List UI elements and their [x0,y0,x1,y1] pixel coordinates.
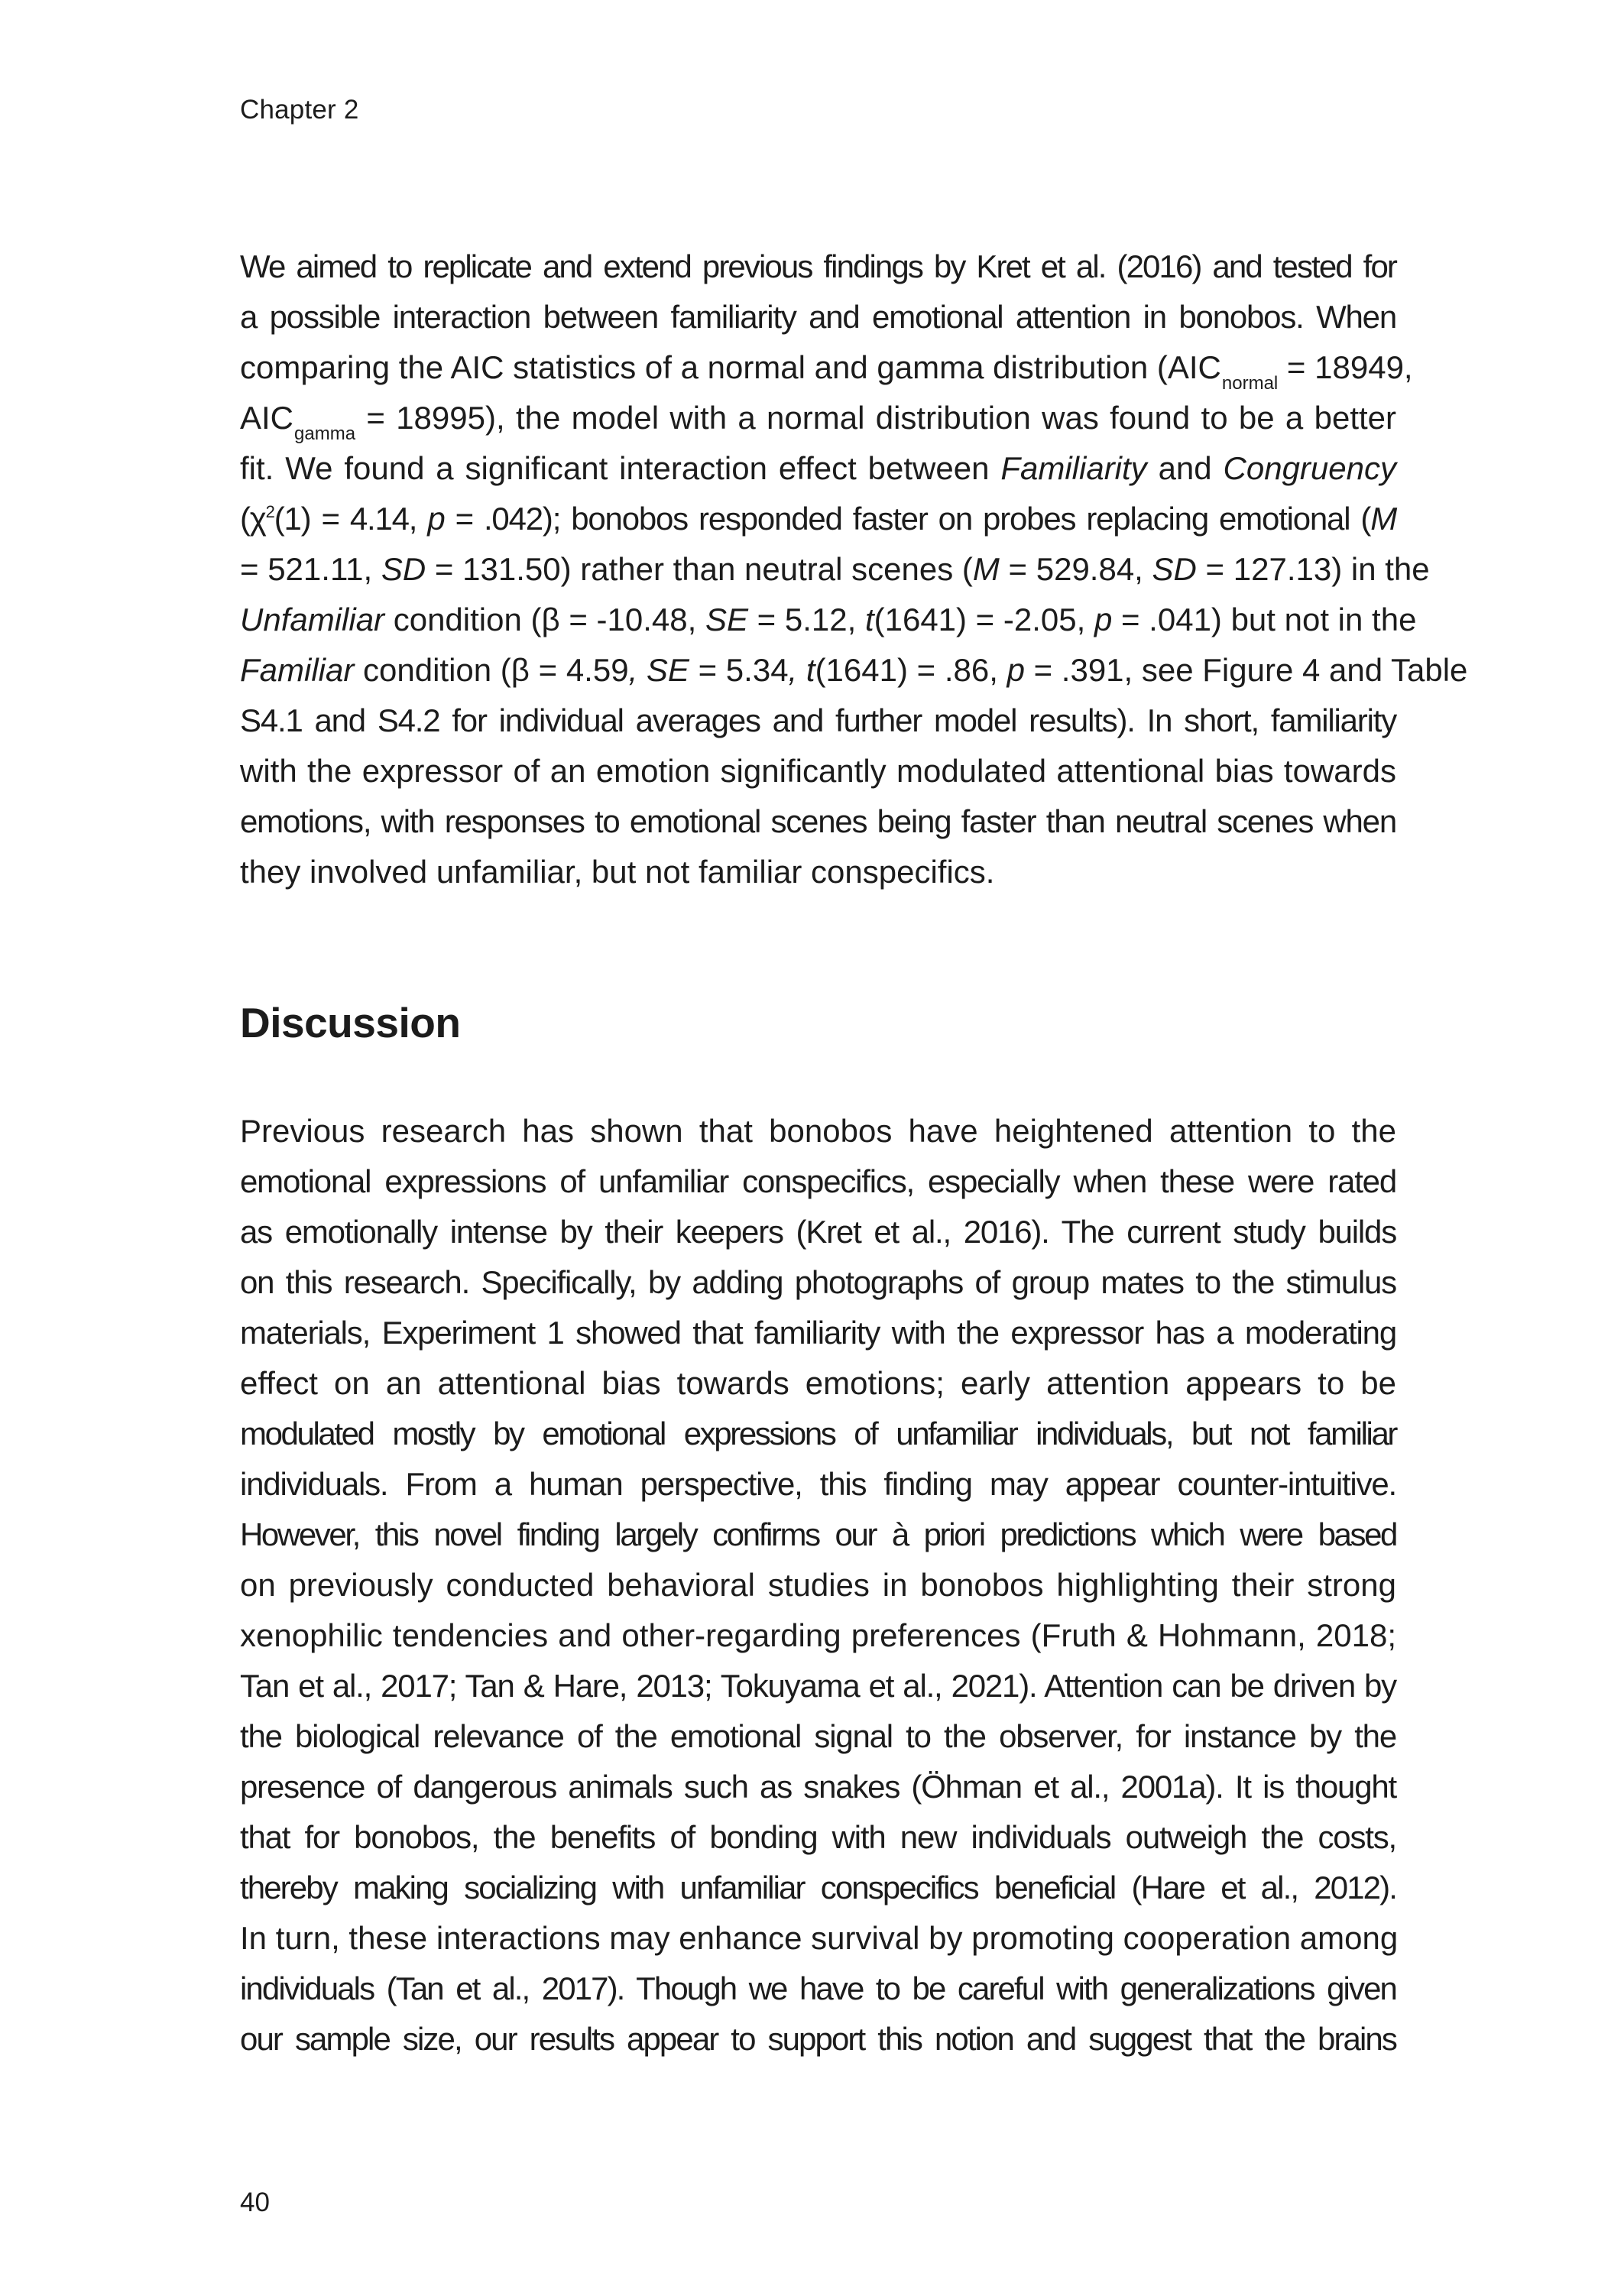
text-line: as emotionally intense by their keepers (Kret et al., 2016). The current study builds [240,1214,1396,1250]
text-line: with the expressor of an emotion significantly modulated attentional bias towards [240,753,1396,789]
text-line: $AIC_{gamma} = 18995$), the model with a normal distribution was found to be a better [240,400,1396,444]
text-line: on this research. Specifically, by adding photographs of group mates to the stimulus [240,1264,1396,1300]
subscript: normal [1221,373,1279,394]
text-line: effect on an attentional bias towards emotions; early attention appears to be [240,1365,1396,1401]
running-head: Chapter 2 [240,95,359,125]
text-line: We aimed to replicate and extend previous findings by Kret et al. (2016) and tested for [240,248,1396,284]
text-line: presence of dangerous animals such as snakes (Öhman et al., 2001a). It is thought [240,1769,1396,1805]
text-line: emotions, with responses to emotional scenes being faster than neutral scenes when [240,803,1396,839]
text-line: = 521.11, SD = 131.50) rather than neutral scenes (M = 529.84, SD = 127.13) in the [240,551,1430,587]
text-line: thereby making socializing with unfamiliar conspecifics beneficial (Hare et al., 2012). [240,1870,1396,1905]
section-heading: Discussion [240,999,461,1046]
results-paragraph [240,242,1468,897]
page-number: 40 [240,2188,270,2217]
text-line: materials, Experiment 1 showed that familiarity with the expressor has a moderating [240,1315,1396,1351]
text-line: S4.1 and S4.2 for individual averages and further model results). In short, familiarity [240,702,1396,738]
subscript: gamma [294,423,356,444]
text-line: our sample size, our results appear to support this notion and suggest that the brains [240,2021,1396,2057]
text-line: ($\chi^2(1) = 4.14$, p = .042); bonobos responded faster on probes replacing emotional (M [240,501,1396,537]
text-line: on previously conducted behavioral studies in bonobos highlighting their strong [240,1567,1396,1603]
text-line: fit. We found a significant interaction effect between Familiarity and Congruency [240,450,1396,486]
text-line: However, this novel finding largely confirms our à priori predictions which were based [240,1516,1396,1552]
text-line: modulated mostly by emotional expressions of unfamiliar individuals, but not familiar [240,1416,1396,1451]
superscript: 2 [265,502,274,521]
discussion-paragraph [240,1106,1399,2064]
text-line: Tan et al., 2017; Tan & Hare, 2013; Tokuyama et al., 2021). Attention can be driven by [240,1668,1396,1704]
text-line: the biological relevance of the emotional signal to the observer, for instance by the [240,1718,1396,1754]
text-line: In turn, these interactions may enhance survival by promoting cooperation among [240,1920,1399,1956]
text-line: individuals. From a human perspective, this finding may appear counter-intuitive. [240,1466,1396,1502]
text-line: Familiar condition (β = 4.59, SE = 5.34, t(1641) = .86, p = .391, see Figure 4 and Table [240,652,1468,688]
text-line: xenophilic tendencies and other-regarding preferences (Fruth & Hohmann, 2018; [240,1617,1396,1653]
text-line: Unfamiliar condition (β = -10.48, SE = 5.12, t(1641) = -2.05, p = .041) but not in the [240,602,1417,637]
text-line: they involved unfamiliar, but not familiar conspecifics. [240,854,995,890]
text-line: comparing the AIC statistics of a normal and gamma distribution ($AIC_{normal} = 18949$, [240,349,1413,394]
text-line: that for bonobos, the benefits of bonding with new individuals outweigh the costs, [240,1819,1396,1855]
text-line: a possible interaction between familiarity and emotional attention in bonobos. When [240,299,1396,335]
text-line: emotional expressions of unfamiliar conspecifics, especially when these were rated [240,1163,1396,1199]
text-line: individuals (Tan et al., 2017). Though we have to be careful with generalizations given [240,1970,1396,2006]
text-line: Previous research has shown that bonobos have heightened attention to the [240,1113,1396,1149]
